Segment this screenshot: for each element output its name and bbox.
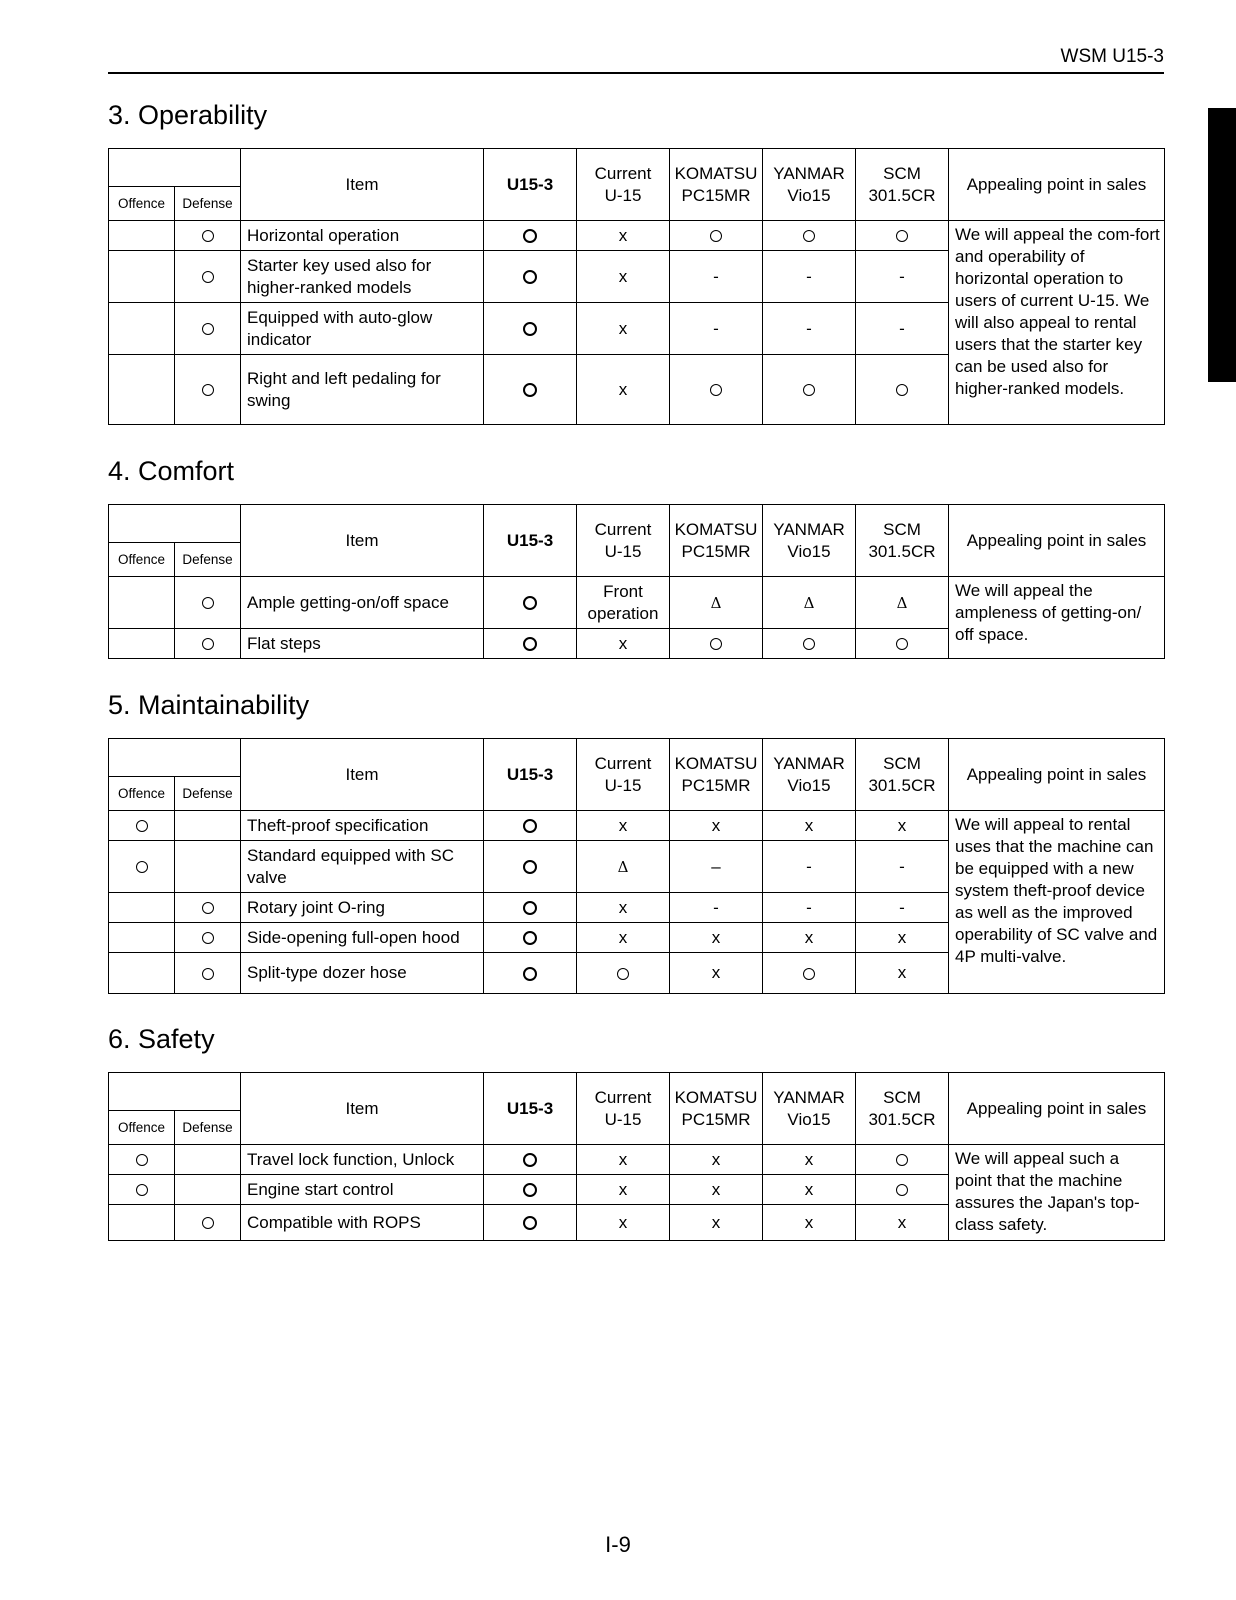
offence-cell [109,221,175,251]
defense-cell [175,629,241,659]
defense-cell [175,811,241,841]
header-komatsu [670,149,763,221]
thumb-index-tab [1208,108,1236,382]
komatsu-cell: x [670,1205,763,1241]
circle-mark-icon [523,967,537,981]
header-item: Item [241,739,484,811]
header-scm-line2: 301.5CR [868,541,936,561]
header-current [577,739,670,811]
circle-mark-icon [202,932,214,944]
triangle-mark: Δ [617,857,629,876]
header-u15-3: U15-3 [484,149,577,221]
circle-mark-icon [202,597,214,609]
header-scm-line2: 301.5CR [868,1109,936,1129]
circle-mark-icon [523,931,537,945]
defense-cell [175,1145,241,1175]
scm-cell: x [856,1205,949,1241]
item-cell: Flat steps [241,629,484,659]
header-item: Item [241,505,484,577]
section-title: 3. Operability [108,100,268,130]
offence-cell [109,577,175,629]
page-header [108,46,1164,74]
item-cell: Horizontal operation [241,221,484,251]
defense-cell [175,221,241,251]
header-blank-cell [109,505,241,543]
yanmar-cell [763,629,856,659]
document-code: WSM U15-3 [1060,46,1164,67]
offence-cell [109,1175,175,1205]
header-scm [856,739,949,811]
u15-3-cell [484,841,577,893]
header-current-line1: Current [594,163,652,183]
komatsu-cell: x [670,811,763,841]
circle-mark-icon [523,322,537,336]
header-current [577,1073,670,1145]
header-scm-line2: 301.5CR [868,185,936,205]
header-offence: Offence [109,187,175,221]
appeal-cell: We will appeal the com-fort and operability of horizontal operation to users of current U-15. We will also appeal to rental users that the starter key can be used also for higher-ranked models. [949,221,1165,425]
section-title: 6. Safety [108,1024,215,1054]
table-row [109,577,1165,629]
circle-mark-icon [523,1183,537,1197]
offence-cell [109,893,175,923]
scm-cell [856,577,949,629]
scm-cell: - [856,893,949,923]
current-u15-cell: Front operation [577,577,670,629]
circle-mark-icon [896,1184,908,1196]
defense-cell [175,1205,241,1241]
item-cell: Starter key used also for higher-ranked models [241,251,484,303]
circle-mark-icon [803,230,815,242]
header-yanmar [763,1073,856,1145]
header-scm-line1: SCM [883,1087,921,1107]
defense-cell [175,303,241,355]
komatsu-cell: - [670,251,763,303]
item-cell: Side-opening full-open hood [241,923,484,953]
circle-mark-icon [202,638,214,650]
circle-mark-icon [896,1154,908,1166]
komatsu-cell: – [670,841,763,893]
circle-mark-icon [617,968,629,980]
komatsu-cell [670,221,763,251]
comparison-table [108,148,1165,425]
circle-mark-icon [202,968,214,980]
yanmar-cell [763,953,856,994]
header-komatsu-line1: KOMATSU [674,519,758,539]
yanmar-cell: x [763,1205,856,1241]
scm-cell [856,355,949,425]
header-current-line2: U-15 [604,185,642,205]
defense-cell [175,251,241,303]
header-current-line2: U-15 [604,775,642,795]
item-cell: Compatible with ROPS [241,1205,484,1241]
circle-mark-icon [896,384,908,396]
header-komatsu-line1: KOMATSU [674,163,758,183]
scm-cell: x [856,811,949,841]
header-u15-3: U15-3 [484,1073,577,1145]
circle-mark-icon [136,861,148,873]
header-defense: Defense [175,543,241,577]
komatsu-cell [670,577,763,629]
scm-cell: - [856,251,949,303]
u15-3-cell [484,923,577,953]
header-komatsu-line1: KOMATSU [674,753,758,773]
header-current [577,505,670,577]
header-current-line2: U-15 [604,1109,642,1129]
u15-3-cell [484,355,577,425]
u15-3-cell [484,1205,577,1241]
header-appeal: Appealing point in sales [949,1073,1165,1145]
offence-cell [109,953,175,994]
offence-cell [109,1145,175,1175]
u15-3-cell [484,811,577,841]
header-komatsu-line2: PC15MR [681,541,751,561]
comparison-table [108,1072,1165,1241]
u15-3-cell [484,629,577,659]
item-cell: Split-type dozer hose [241,953,484,994]
item-cell: Standard equipped with SC valve [241,841,484,893]
komatsu-cell [670,355,763,425]
circle-mark-icon [803,638,815,650]
yanmar-cell: x [763,1175,856,1205]
offence-cell [109,355,175,425]
section-title: 4. Comfort [108,456,235,486]
current-u15-cell: x [577,355,670,425]
header-row [109,149,1165,187]
header-yanmar-line2: Vio15 [787,185,831,205]
yanmar-cell [763,577,856,629]
yanmar-cell: - [763,251,856,303]
header-u15-3: U15-3 [484,739,577,811]
scm-cell: - [856,303,949,355]
header-scm [856,149,949,221]
circle-mark-icon [523,1153,537,1167]
scm-cell [856,1145,949,1175]
komatsu-cell: - [670,893,763,923]
circle-mark-icon [202,323,214,335]
offence-cell [109,841,175,893]
current-u15-cell: x [577,1175,670,1205]
circle-mark-icon [523,383,537,397]
header-defense: Defense [175,187,241,221]
header-row [109,1073,1165,1111]
triangle-mark: Δ [710,593,722,612]
appeal-cell: We will appeal the ampleness of getting-on/ off space. [949,577,1165,659]
header-yanmar-line1: YANMAR [773,519,845,539]
yanmar-cell [763,221,856,251]
offence-cell [109,1205,175,1241]
header-komatsu [670,505,763,577]
u15-3-cell [484,1145,577,1175]
header-scm-line1: SCM [883,753,921,773]
komatsu-cell: - [670,303,763,355]
header-defense: Defense [175,777,241,811]
circle-mark-icon [523,819,537,833]
circle-mark-icon [523,637,537,651]
item-cell: Travel lock function, Unlock [241,1145,484,1175]
header-komatsu-line2: PC15MR [681,185,751,205]
circle-mark-icon [202,230,214,242]
header-scm-line1: SCM [883,163,921,183]
header-yanmar-line1: YANMAR [773,753,845,773]
header-komatsu-line2: PC15MR [681,1109,751,1129]
comparison-table [108,738,1165,994]
circle-mark-icon [136,1154,148,1166]
circle-mark-icon [202,384,214,396]
yanmar-cell: x [763,923,856,953]
header-yanmar [763,149,856,221]
triangle-mark: Δ [896,593,908,612]
header-offence: Offence [109,777,175,811]
header-offence: Offence [109,1111,175,1145]
scm-cell [856,629,949,659]
current-u15-cell: x [577,1205,670,1241]
header-blank-cell [109,1073,241,1111]
u15-3-cell [484,577,577,629]
header-item: Item [241,149,484,221]
current-u15-cell: x [577,923,670,953]
offence-cell [109,923,175,953]
komatsu-cell: x [670,923,763,953]
u15-3-cell [484,221,577,251]
komatsu-cell: x [670,1145,763,1175]
header-blank-cell [109,739,241,777]
header-yanmar-line1: YANMAR [773,163,845,183]
page-number: I-9 [605,1532,631,1557]
appeal-cell: We will appeal such a point that the machine assures the Japan's top-class safety. [949,1145,1165,1241]
header-komatsu-line2: PC15MR [681,775,751,795]
yanmar-cell: x [763,1145,856,1175]
defense-cell [175,577,241,629]
circle-mark-icon [710,384,722,396]
circle-mark-icon [523,229,537,243]
yanmar-cell: - [763,841,856,893]
header-u15-3: U15-3 [484,505,577,577]
yanmar-cell: - [763,893,856,923]
header-current [577,149,670,221]
u15-3-cell [484,953,577,994]
comparison-table [108,504,1165,659]
header-scm-line2: 301.5CR [868,775,936,795]
header-offence: Offence [109,543,175,577]
table-row [109,221,1165,251]
circle-mark-icon [136,820,148,832]
header-current-line1: Current [594,753,652,773]
circle-mark-icon [803,968,815,980]
current-u15-cell: x [577,303,670,355]
header-row [109,505,1165,543]
current-u15-cell: x [577,893,670,923]
defense-cell [175,1175,241,1205]
header-current-line1: Current [594,519,652,539]
header-komatsu-line1: KOMATSU [674,1087,758,1107]
header-row [109,739,1165,777]
header-komatsu [670,1073,763,1145]
header-yanmar [763,505,856,577]
header-komatsu [670,739,763,811]
table-row [109,1145,1165,1175]
current-u15-cell [577,953,670,994]
scm-cell: - [856,841,949,893]
header-scm [856,1073,949,1145]
header-appeal: Appealing point in sales [949,149,1165,221]
header-yanmar [763,739,856,811]
circle-mark-icon [710,638,722,650]
header-appeal: Appealing point in sales [949,505,1165,577]
u15-3-cell [484,303,577,355]
defense-cell [175,355,241,425]
circle-mark-icon [523,1216,537,1230]
scm-cell [856,1175,949,1205]
yanmar-cell [763,355,856,425]
item-cell: Equipped with auto-glow indicator [241,303,484,355]
circle-mark-icon [523,901,537,915]
circle-mark-icon [202,902,214,914]
header-appeal: Appealing point in sales [949,739,1165,811]
item-cell: Engine start control [241,1175,484,1205]
header-scm [856,505,949,577]
current-u15-cell: x [577,1145,670,1175]
komatsu-cell [670,629,763,659]
header-yanmar-line2: Vio15 [787,775,831,795]
header-blank-cell [109,149,241,187]
item-cell: Rotary joint O-ring [241,893,484,923]
circle-mark-icon [896,230,908,242]
header-current-line2: U-15 [604,541,642,561]
item-cell: Right and left pedaling for swing [241,355,484,425]
current-u15-cell [577,841,670,893]
yanmar-cell: - [763,303,856,355]
header-yanmar-line2: Vio15 [787,541,831,561]
header-current-line1: Current [594,1087,652,1107]
header-yanmar-line2: Vio15 [787,1109,831,1129]
defense-cell [175,953,241,994]
circle-mark-icon [896,638,908,650]
u15-3-cell [484,1175,577,1205]
triangle-mark: Δ [803,593,815,612]
u15-3-cell [484,251,577,303]
circle-mark-icon [136,1184,148,1196]
offence-cell [109,303,175,355]
offence-cell [109,251,175,303]
yanmar-cell: x [763,811,856,841]
defense-cell [175,893,241,923]
scm-cell: x [856,953,949,994]
header-item: Item [241,1073,484,1145]
appeal-cell: We will appeal to rental uses that the machine can be equipped with a new system theft-proof device as well as the improved operability of SC valve and 4P multi-valve. [949,811,1165,994]
defense-cell [175,841,241,893]
komatsu-cell: x [670,1175,763,1205]
circle-mark-icon [202,1217,214,1229]
section-title: 5. Maintainability [108,690,310,720]
scm-cell [856,221,949,251]
scm-cell: x [856,923,949,953]
circle-mark-icon [523,860,537,874]
circle-mark-icon [523,270,537,284]
komatsu-cell: x [670,953,763,994]
header-yanmar-line1: YANMAR [773,1087,845,1107]
table-row [109,811,1165,841]
header-defense: Defense [175,1111,241,1145]
circle-mark-icon [803,384,815,396]
current-u15-cell: x [577,221,670,251]
current-u15-cell: x [577,629,670,659]
circle-mark-icon [523,596,537,610]
defense-cell [175,923,241,953]
current-u15-cell: x [577,811,670,841]
circle-mark-icon [202,271,214,283]
offence-cell [109,811,175,841]
offence-cell [109,629,175,659]
current-u15-cell: x [577,251,670,303]
circle-mark-icon [710,230,722,242]
header-scm-line1: SCM [883,519,921,539]
item-cell: Ample getting-on/off space [241,577,484,629]
u15-3-cell [484,893,577,923]
item-cell: Theft-proof specification [241,811,484,841]
